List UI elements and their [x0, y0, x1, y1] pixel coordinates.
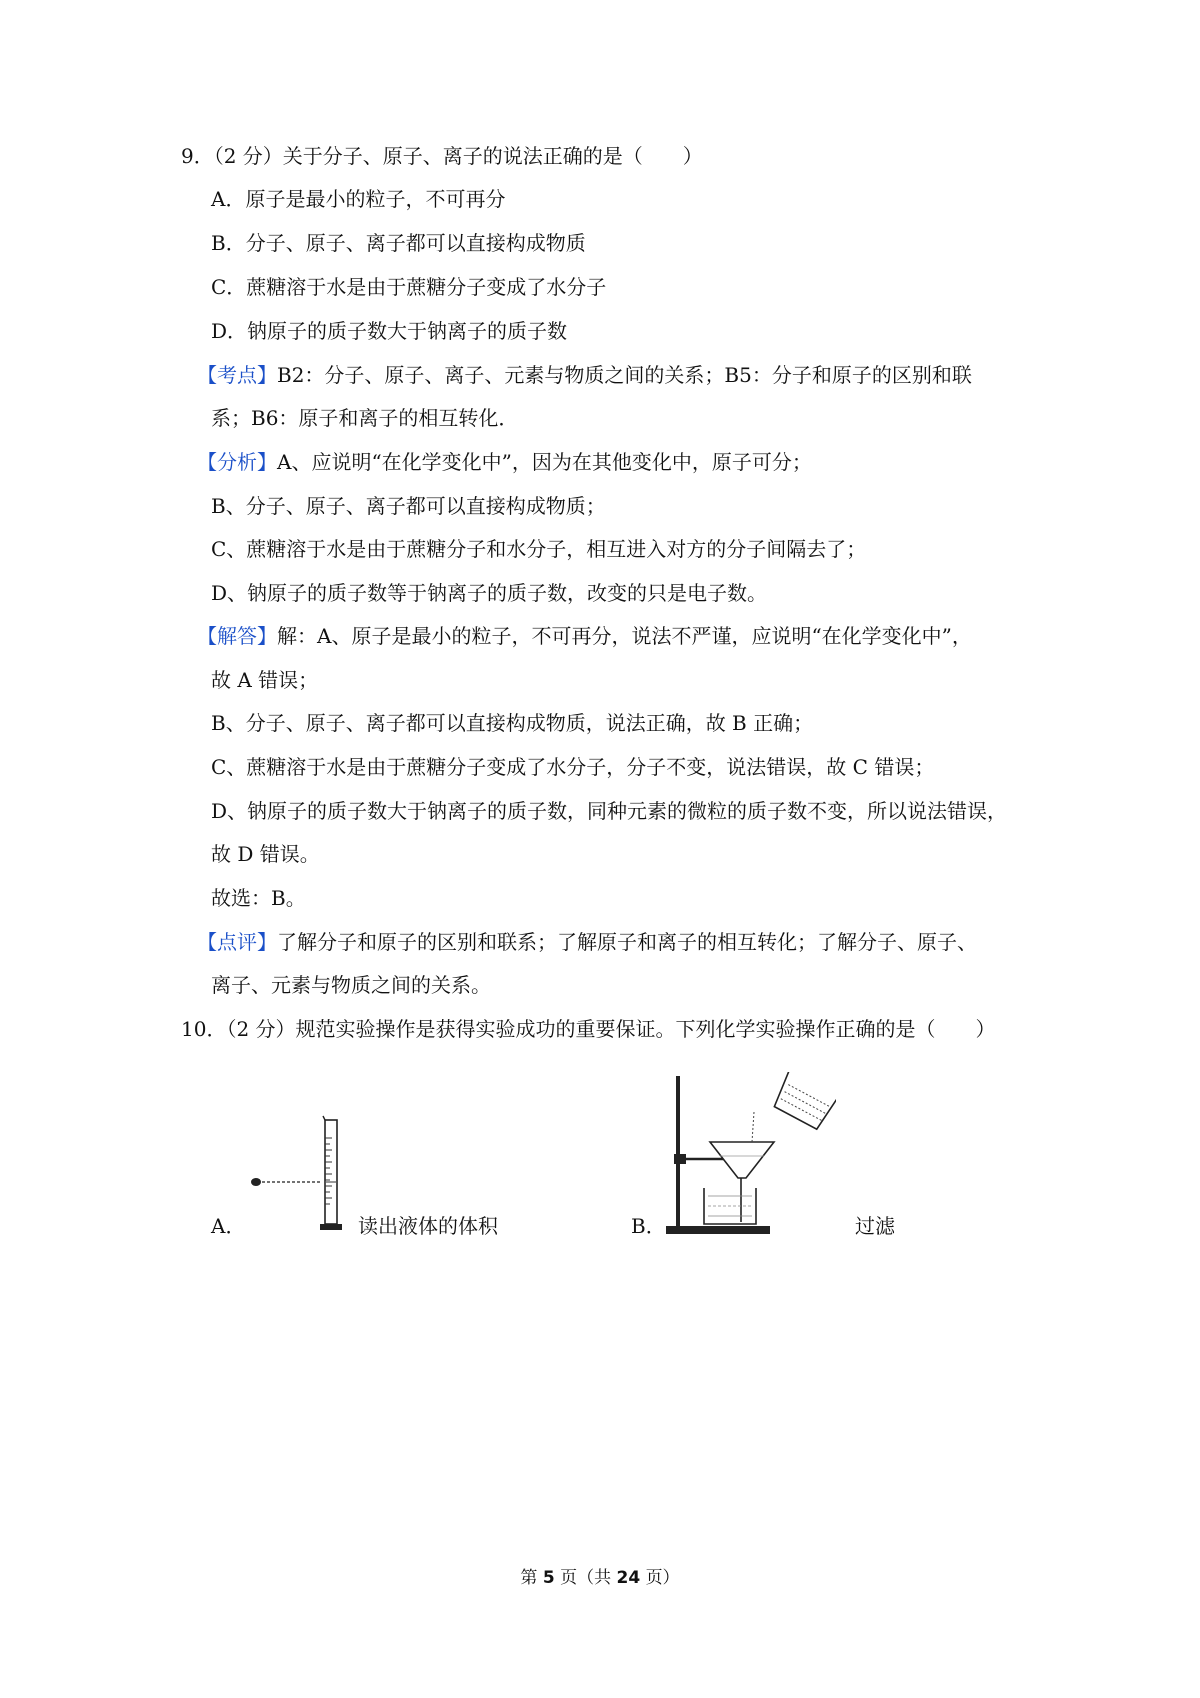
footer-prefix: 第 [520, 1568, 538, 1588]
kaodian-line-1 [197, 361, 972, 389]
kaodian-text-1: B2：分子、原子、离子、元素与物质之间的关系；B5：分子和原子的区别和联 [277, 363, 972, 387]
jieda-line-1 [197, 622, 972, 650]
q9-stem: 9．（2 分）关于分子、原子、离子的说法正确的是（ ） [181, 144, 703, 168]
jieda-text-1: 解：A、原子是最小的粒子，不可再分，说法不严谨，应说明“在化学变化中”， [277, 624, 972, 648]
jieda-line-6: 故 D 错误。 [211, 842, 320, 866]
page-footer [0, 1566, 1200, 1590]
jieda-line-7: 故选：B。 [211, 886, 306, 910]
q10-option-b-letter: B． [631, 1214, 666, 1238]
kaodian-text-2: 系；B6：原子和离子的相互转化． [211, 406, 519, 430]
graduated-cylinder-figure [248, 1114, 360, 1234]
cylinder-base [320, 1224, 342, 1230]
jieda-label: 【解答】 [197, 624, 277, 648]
stand-base [666, 1226, 770, 1234]
q10-option-a-caption: 读出液体的体积 [358, 1214, 498, 1238]
dianping-text-1: 了解分子和原子的区别和联系；了解原子和离子的相互转化；了解分子、原子、 [277, 930, 977, 954]
fenxi-line-4: D、钠原子的质子数等于钠离子的质子数，改变的只是电子数。 [211, 581, 768, 605]
dianping-line-1 [197, 928, 977, 956]
fenxi-text-1: A、应说明“在化学变化中”，因为在其他变化中，原子可分； [277, 450, 812, 474]
footer-suffix: 页） [645, 1568, 680, 1588]
fenxi-line-3: C、蔗糖溶于水是由于蔗糖分子和水分子，相互进入对方的分子间隔去了； [211, 537, 867, 561]
eye-icon [251, 1178, 261, 1186]
dianping-text-2: 离子、元素与物质之间的关系。 [211, 973, 491, 997]
footer-total-pages: 24 [616, 1568, 641, 1588]
q10-option-b-caption: 过滤 [855, 1214, 895, 1238]
footer-page-number: 5 [542, 1568, 555, 1588]
jieda-line-3: B、分子、原子、离子都可以直接构成物质，说法正确，故 B 正确； [211, 711, 814, 735]
glass-rod [752, 1112, 754, 1142]
q9-option-a: A．原子是最小的粒子，不可再分 [211, 187, 506, 211]
jieda-line-2: 故 A 错误； [211, 668, 319, 692]
fenxi-label: 【分析】 [197, 450, 277, 474]
cylinder-body [325, 1120, 337, 1224]
fenxi-line-2: B、分子、原子、离子都可以直接构成物质； [211, 494, 606, 518]
q9-option-c: C．蔗糖溶于水是由于蔗糖分子变成了水分子 [211, 275, 607, 299]
q10-option-a-letter: A． [211, 1214, 246, 1238]
jieda-line-4: C、蔗糖溶于水是由于蔗糖分子变成了水分子，分子不变，说法错误，故 C 错误； [211, 755, 935, 779]
fenxi-line-1 [197, 448, 812, 476]
q10-stem: 10．（2 分）规范实验操作是获得实验成功的重要保证。下列化学实验操作正确的是（ ） [181, 1017, 996, 1041]
pouring-beaker [771, 1072, 836, 1131]
kaodian-label: 【考点】 [197, 363, 277, 387]
filtration-figure [664, 1072, 836, 1240]
footer-middle: 页（共 [560, 1568, 612, 1588]
dianping-label: 【点评】 [197, 930, 277, 954]
jieda-line-5: D、钠原子的质子数大于钠离子的质子数，同种元素的微粒的质子数不变，所以说法错误， [211, 799, 1008, 823]
q9-option-b: B．分子、原子、离子都可以直接构成物质 [211, 231, 586, 255]
q9-option-d: D．钠原子的质子数大于钠离子的质子数 [211, 319, 568, 343]
clamp [674, 1154, 686, 1164]
